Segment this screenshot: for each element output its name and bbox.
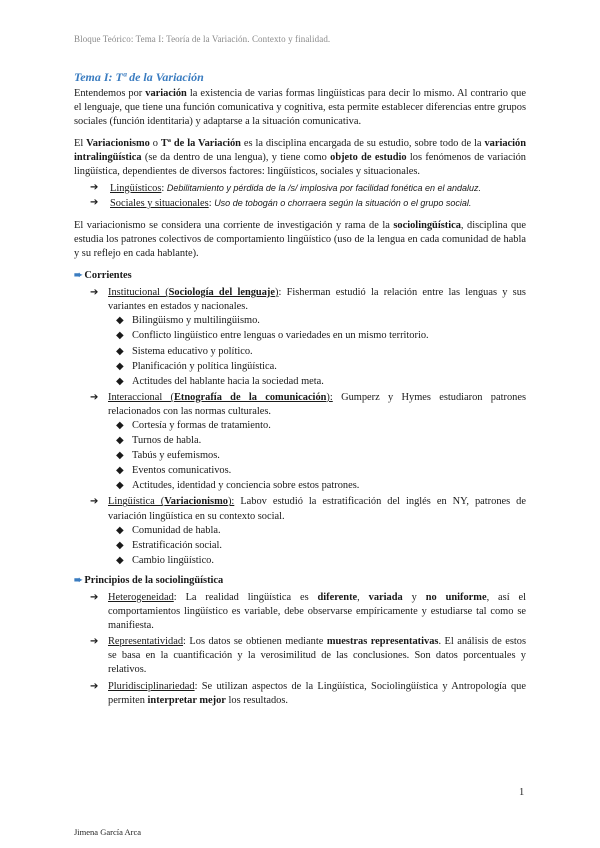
text: , así el comportamientos lingüístico es variable, debe observarse empíricamente y estudiarse tal como se manifiesta.: [108, 592, 526, 632]
factor-example: Uso de tobogán o chorraera según la situación o el grupo social.: [214, 197, 472, 208]
diamond-icon: ◆: [116, 480, 124, 492]
arrow-icon: ➔: [90, 287, 99, 299]
text: El: [74, 138, 87, 150]
page-number: 1: [519, 787, 525, 798]
section-corrientes: [74, 269, 526, 283]
corrientes-list: [74, 286, 526, 568]
bold-text: diferente: [317, 592, 358, 603]
bullet-list: [108, 419, 526, 493]
bold-text: no uniforme: [425, 592, 487, 603]
principios-list: [74, 591, 526, 708]
diamond-icon: ◆: [116, 345, 124, 357]
principle-label: Representatividad: [108, 636, 184, 648]
bold-text: variación: [145, 88, 187, 99]
text: Tabús y eufemismos.: [132, 450, 220, 462]
paragraph-variacionismo: [74, 137, 526, 179]
text: Lingüística (: [108, 496, 165, 508]
text: Eventos comunicativos.: [132, 465, 232, 477]
text: la existencia de varias formas lingüísticas para decir lo mismo. Al contrario que el lenguaje, que tiene una función comunicativa y cognitiva, esta permite establecer diferencias entre grupos sociales (función identitaria) y adaptarse a la situación comunicativa.: [74, 88, 526, 128]
factor-example: Debilitamiento y pérdida de la /s/ implosiva por facilidad fonética en el andaluz.: [166, 182, 482, 193]
page-title: Tema I: Tª de la Variación: [74, 70, 204, 84]
list-item: [90, 591, 526, 633]
page-header: Bloque Teórico: Tema I: Teoría de la Variación. Contexto y finalidad.: [74, 34, 331, 44]
text: Conflicto lingüístico entre lenguas o variedades en un mismo territorio.: [132, 330, 429, 342]
list-item: [116, 434, 526, 448]
text: Cambio lingüístico.: [132, 554, 214, 566]
text: los resultados.: [225, 694, 288, 706]
principle-label: Heterogeneidad: [108, 592, 174, 603]
text: Entendemos por: [74, 88, 146, 99]
diamond-icon: ◆: [116, 524, 124, 536]
text: (se da dentro de una lengua), y tiene como: [141, 152, 331, 164]
text: :: [161, 182, 167, 194]
bold-text: Etnografía de la comunicación: [173, 391, 327, 403]
factor-label: Lingüísticos: [110, 182, 162, 194]
bullet-list: [108, 314, 526, 388]
arrow-icon: ➔: [90, 680, 99, 692]
text: Institucional (: [108, 287, 169, 299]
arrow-icon: ➔: [90, 391, 99, 403]
text: Cortesía y formas de tratamiento.: [132, 419, 271, 431]
list-item: [116, 449, 526, 463]
bold-text: variación intralingüística: [74, 138, 526, 164]
list-item: [90, 196, 526, 211]
list-item: [116, 375, 526, 389]
section-title: Corrientes: [84, 270, 132, 282]
list-item: [116, 360, 526, 374]
list-item: [90, 680, 526, 708]
list-item: [116, 464, 526, 478]
diamond-icon: ◆: [116, 375, 124, 387]
bold-text: sociolingüística: [393, 219, 461, 231]
paragraph-intro: [74, 87, 526, 129]
text: : La realidad lingüística es: [173, 592, 318, 603]
bold-text: muestras representativas: [326, 636, 439, 648]
text: : Los datos se obtienen mediante: [183, 636, 327, 648]
bold-text: Variacionismo: [86, 138, 150, 150]
text: Bilingüismo y multilingüismo.: [132, 315, 260, 327]
diamond-icon: ◆: [116, 435, 124, 447]
bold-text: variada: [368, 592, 403, 603]
factor-label: Sociales y situacionales: [110, 197, 209, 209]
list-item: [116, 345, 526, 359]
factors-list: [74, 181, 526, 211]
principle-label: Pluridisciplinariedad: [108, 680, 195, 692]
list-item: [90, 181, 526, 196]
list-item: [90, 495, 526, 567]
arrow-icon: ➔: [90, 496, 99, 508]
text: Interaccional (: [108, 391, 174, 403]
text: ):: [227, 496, 235, 508]
arrow-icon: ➔: [90, 636, 99, 648]
section-title: Principios de la sociolingüística: [84, 574, 224, 586]
diamond-icon: ◆: [116, 539, 124, 551]
text: :: [208, 197, 215, 209]
bold-text: Tª de la Variación: [160, 138, 241, 150]
text: ):: [326, 391, 333, 403]
text: Labov estudió la estratificación del inglés en NY, patrones de variación lingüística en su contexto social.: [108, 496, 526, 522]
item-label: [108, 392, 333, 403]
text: : Se utilizan aspectos de la Lingüística, Sociolingüística y Antropología que permiten: [108, 680, 526, 706]
list-item: [116, 524, 526, 538]
list-item: [116, 419, 526, 433]
text: Gumperz y Hymes estudiaron patrones relacionados con las normas culturales.: [108, 391, 526, 417]
text: es la disciplina encargada de su estudio, sobre todo de la: [240, 138, 485, 150]
bold-text: objeto de estudio: [330, 152, 407, 164]
text: , disciplina que estudia los patrones colectivos de comportamiento lingüístico (uso de la lengua en cada comunidad de habla y su reflejo en cada hablante).: [74, 219, 526, 259]
arrow-icon: ➔: [90, 196, 99, 208]
text: Comunidad de habla.: [132, 524, 221, 536]
diamond-icon: ◆: [116, 450, 124, 462]
arrow-icon: ➨: [74, 574, 83, 586]
text: : Fisherman estudió la relación entre las lenguas y sus variantes en estados y nacionales.: [108, 287, 526, 313]
text: los fenómenos de variación lingüística, dependientes de diversos factores: lingüísticos, sociales y situacionales.: [74, 152, 526, 178]
text: y: [402, 592, 426, 603]
item-label: [108, 287, 278, 298]
list-item: [116, 539, 526, 553]
bold-text: Sociología del lenguaje: [168, 287, 275, 299]
bold-text: Variacionismo: [164, 496, 228, 508]
text: . El análisis de estos se basa en la cuantificación y la verosimilitud de las conclusiones. Son datos porcentuales y relativos.: [108, 636, 526, 676]
list-item: [90, 391, 526, 494]
diamond-icon: ◆: [116, 465, 124, 477]
text: Planificación y política lingüística.: [132, 360, 277, 372]
diamond-icon: ◆: [116, 360, 124, 372]
list-item: [116, 554, 526, 568]
diamond-icon: ◆: [116, 554, 124, 566]
arrow-icon: ➔: [90, 592, 99, 603]
text: El variacionismo se considera una corriente de investigación y rama de la: [74, 219, 394, 231]
text: Turnos de habla.: [132, 435, 202, 447]
text: ,: [357, 592, 369, 603]
list-item: [116, 314, 526, 328]
text: Sistema educativo y político.: [132, 345, 253, 357]
text: Actitudes, identidad y conciencia sobre estos patrones.: [132, 480, 360, 492]
diamond-icon: ◆: [116, 315, 124, 327]
document-body: [74, 70, 526, 714]
item-label: [108, 496, 234, 507]
text: ): [274, 287, 279, 299]
list-item: [116, 329, 526, 343]
section-principios: [74, 574, 526, 588]
author-name: Jimena García Arca: [74, 827, 142, 837]
text: o: [149, 138, 161, 150]
diamond-icon: ◆: [116, 419, 124, 431]
arrow-icon: ➨: [74, 270, 83, 282]
list-item: [116, 479, 526, 493]
list-item: [90, 635, 526, 677]
list-item: [90, 286, 526, 389]
arrow-icon: ➔: [90, 181, 99, 193]
text: Actitudes del hablante hacia la sociedad meta.: [132, 375, 324, 387]
bold-text: interpretar mejor: [147, 694, 226, 706]
text: Estratificación social.: [132, 539, 223, 551]
bullet-list: [108, 524, 526, 568]
diamond-icon: ◆: [116, 330, 124, 342]
paragraph-sociolinguistica: [74, 219, 526, 261]
